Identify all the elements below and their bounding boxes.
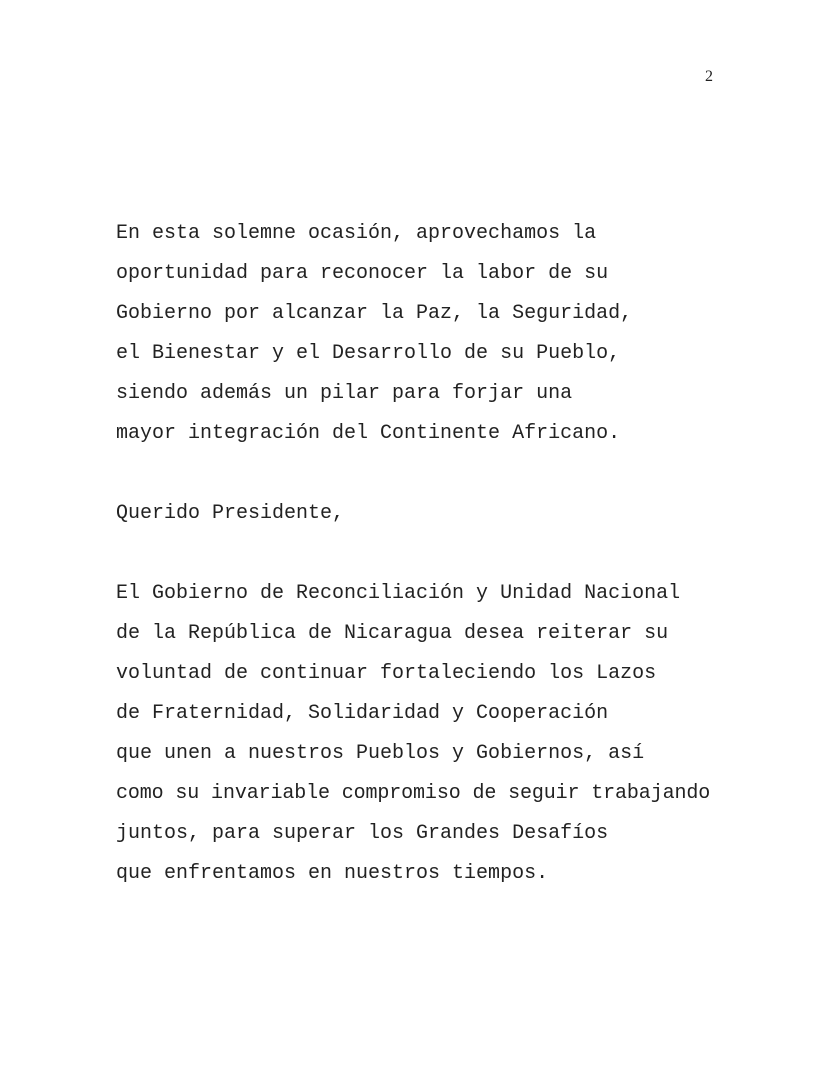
paragraph-2 [116, 574, 710, 894]
paragraph-1-line: oportunidad para reconocer la labor de su [116, 262, 609, 285]
paragraph-1-line: siendo además un pilar para forjar una [116, 382, 573, 405]
salutation [116, 494, 710, 534]
paragraph-2-line: que enfrentamos en nuestros tiempos. [116, 862, 549, 885]
paragraph-1 [116, 214, 710, 454]
salutation-text: Querido Presidente, [116, 502, 345, 525]
page-number: 2 [705, 68, 713, 85]
paragraph-2-line: juntos, para superar los Grandes Desafíos [116, 822, 609, 845]
paragraph-2-line: voluntad de continuar fortaleciendo los Lazos [116, 662, 657, 685]
paragraph-1-line: el Bienestar y el Desarrollo de su Pueblo, [116, 342, 621, 365]
paragraph-2-line: de la República de Nicaragua desea reiterar su [116, 622, 669, 645]
paragraph-1-line: mayor integración del Continente Africano. [116, 422, 621, 445]
paragraph-2-line: El Gobierno de Reconciliación y Unidad Nacional [116, 582, 681, 605]
paragraph-1-line: Gobierno por alcanzar la Paz, la Seguridad, [116, 302, 633, 325]
paragraph-1-line: En esta solemne ocasión, aprovechamos la [116, 222, 597, 245]
paragraph-2-line: como su invariable compromiso de seguir trabajando [116, 782, 711, 805]
paragraph-2-line: de Fraternidad, Solidaridad y Cooperación [116, 702, 609, 725]
paragraph-2-line: que unen a nuestros Pueblos y Gobiernos, así [116, 742, 645, 765]
